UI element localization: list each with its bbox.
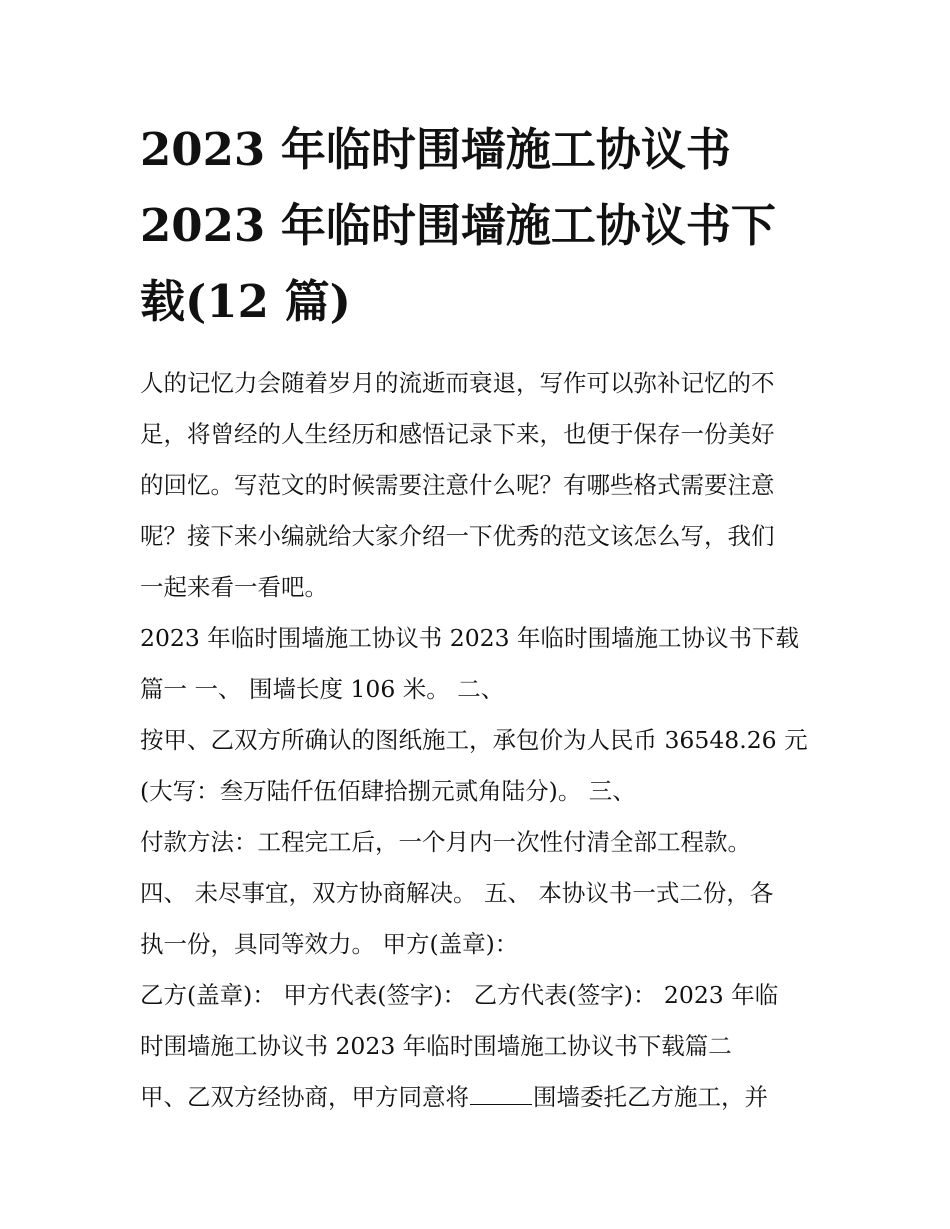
intro-line: 呢？接下来小编就给大家介绍一下优秀的范文该怎么写，我们	[140, 522, 775, 550]
content-line: (大写：叁万陆仟伍佰肆拾捌元贰角陆分)。 三、	[140, 777, 636, 805]
blank-after-text: 围墙委托乙方施工，并	[533, 1083, 768, 1111]
intro-line: 的回忆。写范文的时候需要注意什么呢？有哪些格式需要注意	[140, 471, 775, 499]
title-line: 2023 年临时围墙施工协议书	[140, 123, 731, 176]
content-line: 篇一 一、 围墙长度 106 米。 二、	[140, 675, 505, 703]
title-line: 载(12 篇)	[140, 275, 351, 328]
fill-in-blank	[470, 1084, 532, 1105]
blank-before-text: 甲、乙双方经协商，甲方同意将	[140, 1083, 469, 1111]
title-line: 2023 年临时围墙施工协议书下	[140, 199, 776, 252]
content-line: 2023 年临时围墙施工协议书 2023 年临时围墙施工协议书下载	[140, 624, 800, 652]
content-line-with-blank	[140, 1072, 820, 1123]
intro-line: 人的记忆力会随着岁月的流逝而衰退，写作可以弥补记忆的不	[140, 369, 775, 397]
intro-line: 足，将曾经的人生经历和感悟记录下来，也便于保存一份美好	[140, 420, 775, 448]
content-line: 四、 未尽事宜，双方协商解决。 五、 本协议书一式二份，各	[140, 879, 774, 907]
content-line: 按甲、乙双方所确认的图纸施工，承包价为人民币 36548.26 元	[140, 726, 808, 754]
document-body	[140, 358, 820, 1123]
intro-line: 一起来看一看吧。	[140, 573, 328, 601]
document-title	[140, 112, 820, 340]
content-line: 乙方(盖章)： 甲方代表(签字)： 乙方代表(签字)： 2023 年临	[140, 981, 779, 1009]
document-page	[140, 112, 820, 1123]
content-line: 付款方法：工程完工后，一个月内一次性付清全部工程款。	[140, 828, 751, 856]
content-line: 时围墙施工协议书 2023 年临时围墙施工协议书下载篇二	[140, 1032, 732, 1060]
content-line: 执一份，具同等效力。 甲方(盖章)：	[140, 930, 519, 958]
